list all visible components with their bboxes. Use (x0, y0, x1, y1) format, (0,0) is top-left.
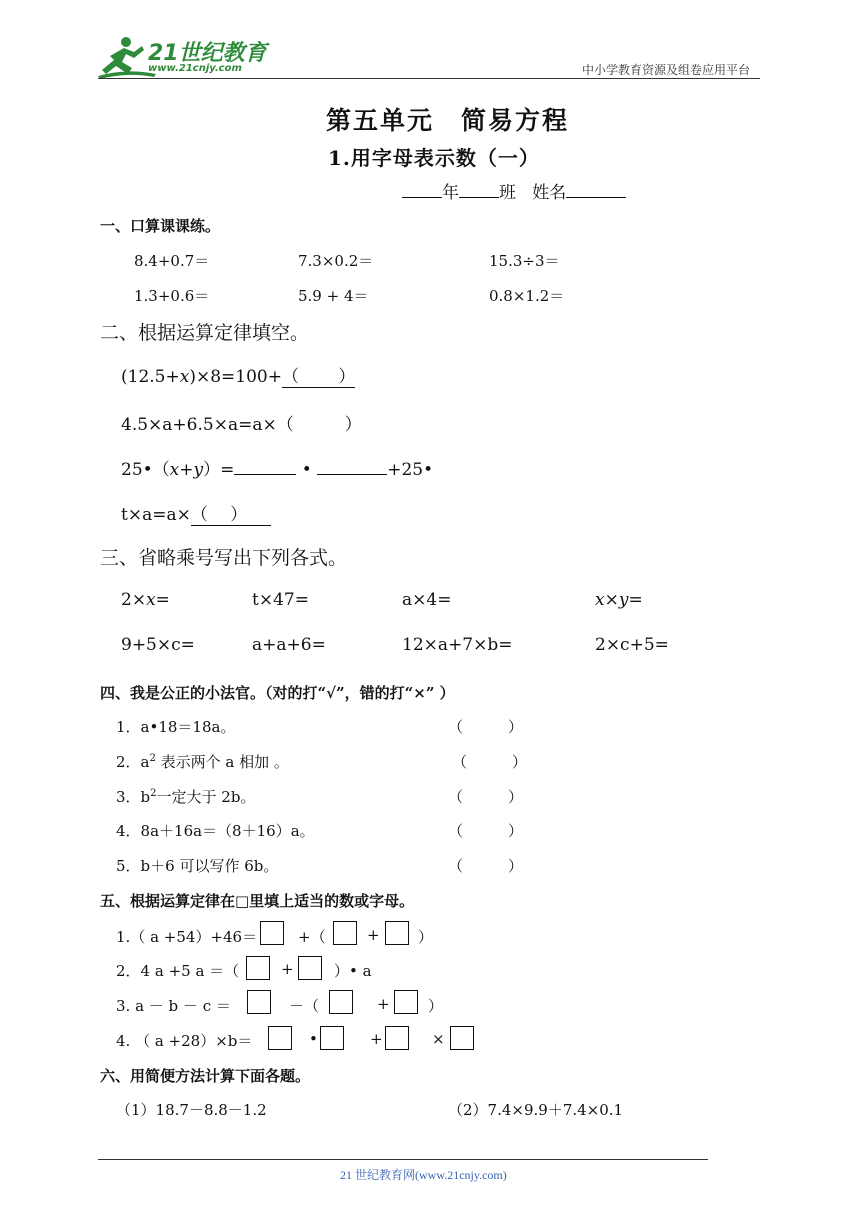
student-info (402, 178, 626, 203)
lesson-title: 1.用字母表示数（一） (328, 146, 540, 170)
law-blank-3a[interactable] (234, 458, 296, 475)
class-blank[interactable] (459, 181, 499, 198)
fill-q3-text: 3. a － b － c ＝ (116, 997, 231, 1015)
fill-q4-text: 4. （ a +28）×b＝ (116, 1032, 253, 1050)
fill-box[interactable] (385, 1026, 409, 1050)
fill-q1-op: + (367, 926, 380, 944)
section-3-heading: 三、省略乘号写出下列各式。 (100, 547, 348, 569)
fill-box[interactable] (333, 921, 357, 945)
law-question-4: t×a=a×（ ） (121, 500, 271, 526)
judge-paren-3[interactable]: （ ） (448, 788, 524, 806)
section-2-heading: 二、根据运算定律填空。 (100, 322, 310, 344)
fill-box[interactable] (385, 921, 409, 945)
judge-item-4: 4．8a＋16a＝（8＋16）a。 (116, 822, 315, 840)
fill-q4-op: • (309, 1030, 318, 1048)
law-blank-3b[interactable] (317, 458, 387, 475)
fill-box[interactable] (320, 1026, 344, 1050)
omit-item-3: a×4= (402, 590, 452, 610)
logo-url: www.21cnjy.com (148, 63, 242, 74)
footer-divider (98, 1159, 708, 1160)
omit-item-4: x×y= (595, 590, 643, 610)
fill-q4-op: × (432, 1030, 445, 1048)
omit-item-8: 2×c+5= (595, 635, 669, 655)
judge-paren-5[interactable]: （ ） (448, 857, 524, 875)
omit-item-5: 9+5×c= (121, 635, 195, 655)
fill-q1-text: 1.（ a +54）+46＝ (116, 928, 258, 946)
fill-q2-op: ）• a (334, 962, 372, 980)
fill-box[interactable] (298, 956, 322, 980)
fill-box[interactable] (246, 956, 270, 980)
oral-item-2: 7.3×0.2＝ (298, 252, 374, 270)
section-4-heading: 四、我是公正的小法官。（对的打“√”，错的打“×” ） (100, 684, 455, 702)
platform-name: 中小学教育资源及组卷应用平台 (582, 63, 751, 77)
judge-item-3: 3．$b^2$一定大于 2b。 (116, 788, 256, 806)
section-5-heading: 五、根据运算定律在□里填上适当的数或字母。 (100, 892, 415, 910)
fill-q1-op: +（ (298, 928, 326, 946)
unit-title: 第五单元 简易方程 (326, 106, 570, 135)
fill-q4-op: + (370, 1030, 383, 1048)
oral-item-1: 8.4+0.7＝ (134, 252, 210, 270)
footer-text: 21 世纪教育网(www.21cnjy.com) (340, 1168, 507, 1182)
logo-text: 21世纪教育 (148, 41, 267, 66)
fill-box[interactable] (247, 990, 271, 1014)
fill-q3-op: －（ (289, 997, 320, 1015)
judge-item-1: 1．a•18＝18a。 (116, 718, 236, 736)
name-label: 姓名 (532, 183, 567, 203)
fill-q3-op: + (377, 995, 390, 1013)
fill-box[interactable] (394, 990, 418, 1014)
fill-q1-op: ） (418, 928, 434, 946)
fill-box[interactable] (450, 1026, 474, 1050)
fill-box[interactable] (260, 921, 284, 945)
omit-item-6: a+a+6= (252, 635, 326, 655)
oral-item-5: 5.9 + 4＝ (298, 287, 369, 305)
fill-q3-op: ） (428, 997, 444, 1015)
class-label: 班 (499, 183, 516, 203)
judge-paren-1[interactable]: （ ） (448, 718, 524, 736)
section-6-heading: 六、用简便方法计算下面各题。 (100, 1067, 311, 1085)
judge-paren-2[interactable]: （ ） (452, 753, 528, 771)
law-question-2: 4.5×a+6.5×a=a×（ ） (121, 415, 362, 435)
judge-paren-4[interactable]: （ ） (448, 822, 524, 840)
calc-item-1: （1）18.7－8.8－1.2 (116, 1101, 267, 1119)
fill-box[interactable] (329, 990, 353, 1014)
oral-item-3: 15.3÷3＝ (489, 252, 560, 270)
fill-q2-text: 2．4 a +5 a ＝（ (116, 962, 240, 980)
header-divider (98, 78, 760, 79)
oral-item-6: 0.8×1.2＝ (489, 287, 565, 305)
judge-item-2: 2．$a^2$ 表示两个 a 相加 。 (116, 753, 289, 771)
section-1-heading: 一、口算课课练。 (100, 217, 221, 235)
omit-item-1: 2×x= (121, 590, 170, 610)
name-blank[interactable] (566, 181, 626, 198)
omit-item-7: 12×a+7×b= (402, 635, 513, 655)
fill-box[interactable] (268, 1026, 292, 1050)
oral-item-4: 1.3+0.6＝ (134, 287, 210, 305)
omit-item-2: t×47= (252, 590, 309, 610)
grade-blank[interactable] (402, 181, 442, 198)
fill-q2-op: + (281, 960, 294, 978)
grade-label: 年 (442, 183, 459, 203)
law-blank-4[interactable]: （ ） (191, 500, 271, 526)
law-blank-1[interactable]: （ ） (281, 367, 356, 387)
law-question-3: 25•（x+y）= • +25• (121, 460, 434, 480)
calc-item-2: （2）7.4×9.9＋7.4×0.1 (448, 1101, 624, 1119)
law-question-1: (12.5+x)×8=100+（ ） (121, 367, 356, 387)
judge-item-5: 5．b＋6 可以写作 6b。 (116, 857, 279, 875)
